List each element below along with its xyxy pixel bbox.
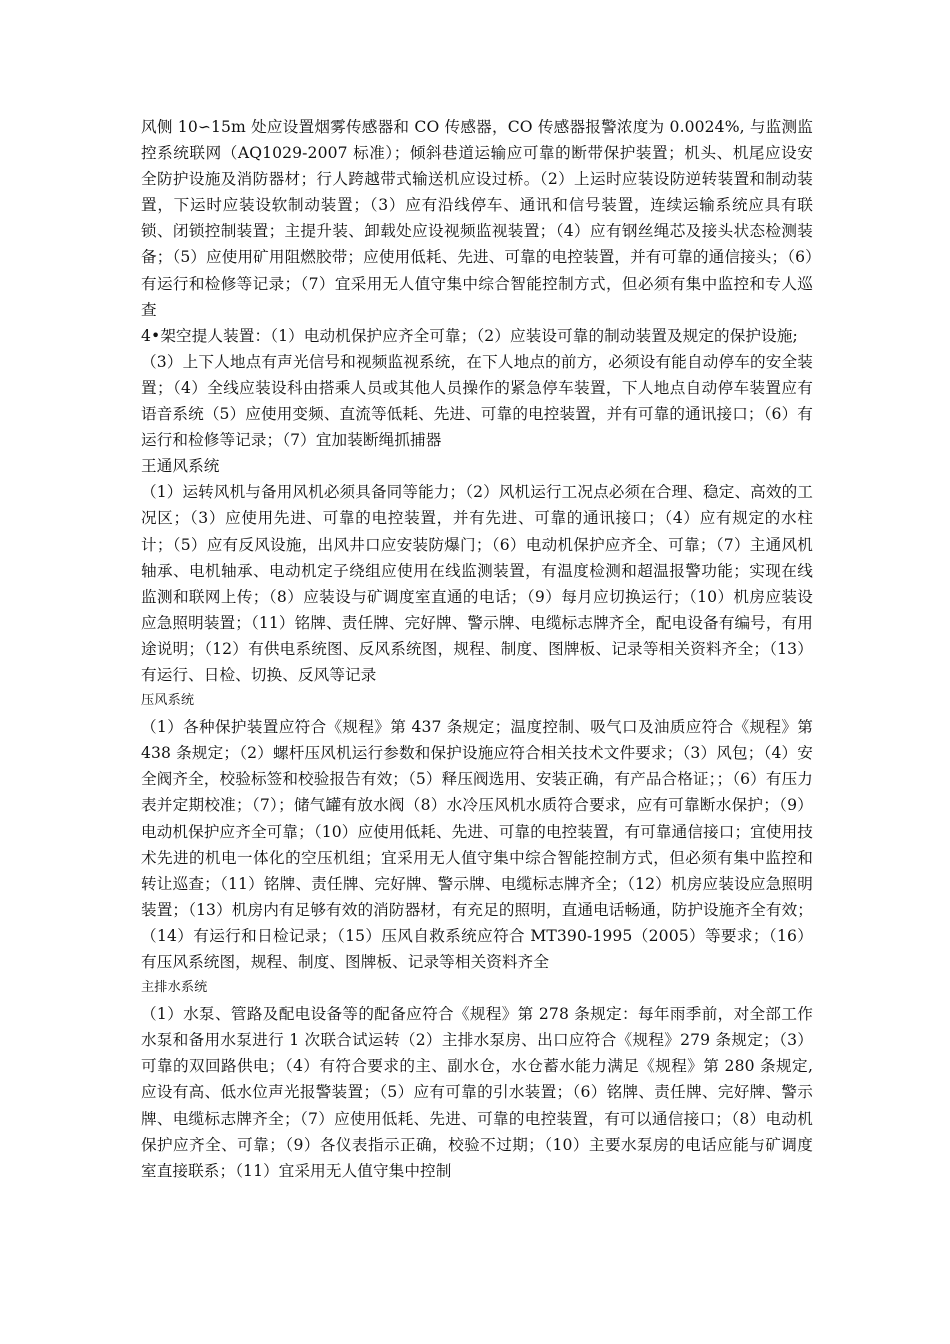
paragraph-compressed-air: （1）各种保护装置应符合《规程》第 437 条规定；温度控制、吸气口及油质应符合《规程》第 438 条规定；（2）螺杆压风机运行参数和保护设施应符合相关技术文件要求；（3）风包；（4）安全阀齐全，校验标签和校验报告有效；（5）释压阀选用、安装正确，有产品合格证；；（6）有压力表并定期校准；（7）；储气罐有放水阀（8）水冷压风机水质符合要求，应有可靠断水保护；（9）电动机保护应齐全可靠；（10）应使用低耗、先进、可靠的电控装置，有可靠通信接口；宜使用技术先进的机电一体化的空压机组；宜采用无人值守集中综合智能控制方式，但必须有集中监控和转让巡查；（11）铭牌、责任牌、完好牌、警示牌、电缆标志牌齐全；（12）机房应装设应急照明装置；（13）机房内有足够有效的消防器材，有充足的照明，直通电话畅通，防护设施齐全有效；（14）有运行和日检记录；（15）压风自救系统应符合 MT390-1995（2005）等要求；（16）有压风系统图，规程、制度、图牌板、记录等相关资料齐全 [141, 718, 813, 971]
heading-compressed-air: 压风系统 [141, 693, 195, 709]
paragraph-main-ventilation: （1）运转风机与备用风机必须具备同等能力；（2）风机运行工况点必须在合理、稳定、高效的工况区；（3）应使用先进、可靠的电控装置，并有先进、可靠的通讯接口；（4）应有规定的水柱计；（5）应有反风设施，出风井口应安装防爆门；（6）电动机保护应齐全、可靠；（7）主通风机轴承、电机轴承、电动机定子绕组应使用在线监测装置，有温度检测和超温报警功能；实现在线监测和联网上传；（8）应装设与矿调度室直通的电话；（9）每月应切换运行；（10）机房应装设应急照明装置；（11）铭牌、责任牌、完好牌、警示牌、电缆标志牌齐全，配电设备有编号，有用途说明；（12）有供电系统图、反风系统图，规程、制度、图牌板、记录等相关资料齐全；（13）有运行、日检、切换、反风等记录 [141, 483, 813, 684]
heading-main-drainage: 主排水系统 [141, 980, 208, 996]
document-page [141, 114, 813, 1184]
paragraph-main-drainage: （1）水泵、管路及配电设备等的配备应符合《规程》第 278 条规定：每年雨季前，对全部工作水泵和备用水泵进行 1 次联合试运转（2）主排水泵房、出口应符合《规程》279 条规定；（3）可靠的双回路供电；（4）有符合要求的主、副水仓，水仓蓄水能力满足《规程》第 280 条规定, 应设有高、低水位声光报警装置；（5）应有可靠的引水装置；（6）铭牌、责任牌、完好牌、警示牌、电缆标志牌齐全；（7）应使用低耗、先进、可靠的电控装置，有可以通信接口；（8）电动机保护应齐全、可靠；（9）各仪表指示正确，校验不过期；（10）主要水泵房的电话应能与矿调度室直接联系；（11）宜采用无人值守集中控制 [141, 1005, 813, 1180]
paragraph-aerial-ropeway-details: （3）上下人地点有声光信号和视频监视系统，在下人地点的前方，必须设有能自动停车的安全装置；（4）全线应装设科由搭乘人员或其他人员操作的紧急停车装置，下人地点自动停车装置应有语音系统（5）应使用变频、直流等低耗、先进、可靠的电控装置，并有可靠的通讯接口；（6）有运行和检修等记录；（7）宜加装断绳抓捕器 [141, 352, 813, 450]
paragraph-aerial-ropeway-intro: 4•架空提人装置：（1）电动机保护应齐全可靠；（2）应装设可靠的制动装置及规定的保护设施; [141, 326, 798, 345]
paragraph-belt-conveyor: 风侧 10∽15m 处应设置烟雾传感器和 CO 传感器，CO 传感器报警浓度为 0.0024%, 与监测监控系统联网（AQ1029-2007 标准）；倾斜巷道运输应可靠的断带保护装置；机头、机尾应设安全防护设施及消防器材；行人跨越带式输送机应设过桥。（2）上运时应装设防逆转装置和制动装置，下运时应装设软制动装置；（3）应有沿线停车、通讯和信号装置，连续运输系统应具有联锁、闭锁控制装置；主提升装、卸载处应设视频监视装置；（4）应有钢丝绳芯及接头状态检测装备；（5）应使用矿用阻燃胶带；应使用低耗、先进、可靠的电控装置，并有可靠的通信接头；（6）有运行和检修等记录；（7）宜采用无人值守集中综合智能控制方式，但必须有集中监控和专人巡查 [141, 118, 813, 319]
heading-main-ventilation: 王通风系统 [141, 457, 220, 476]
